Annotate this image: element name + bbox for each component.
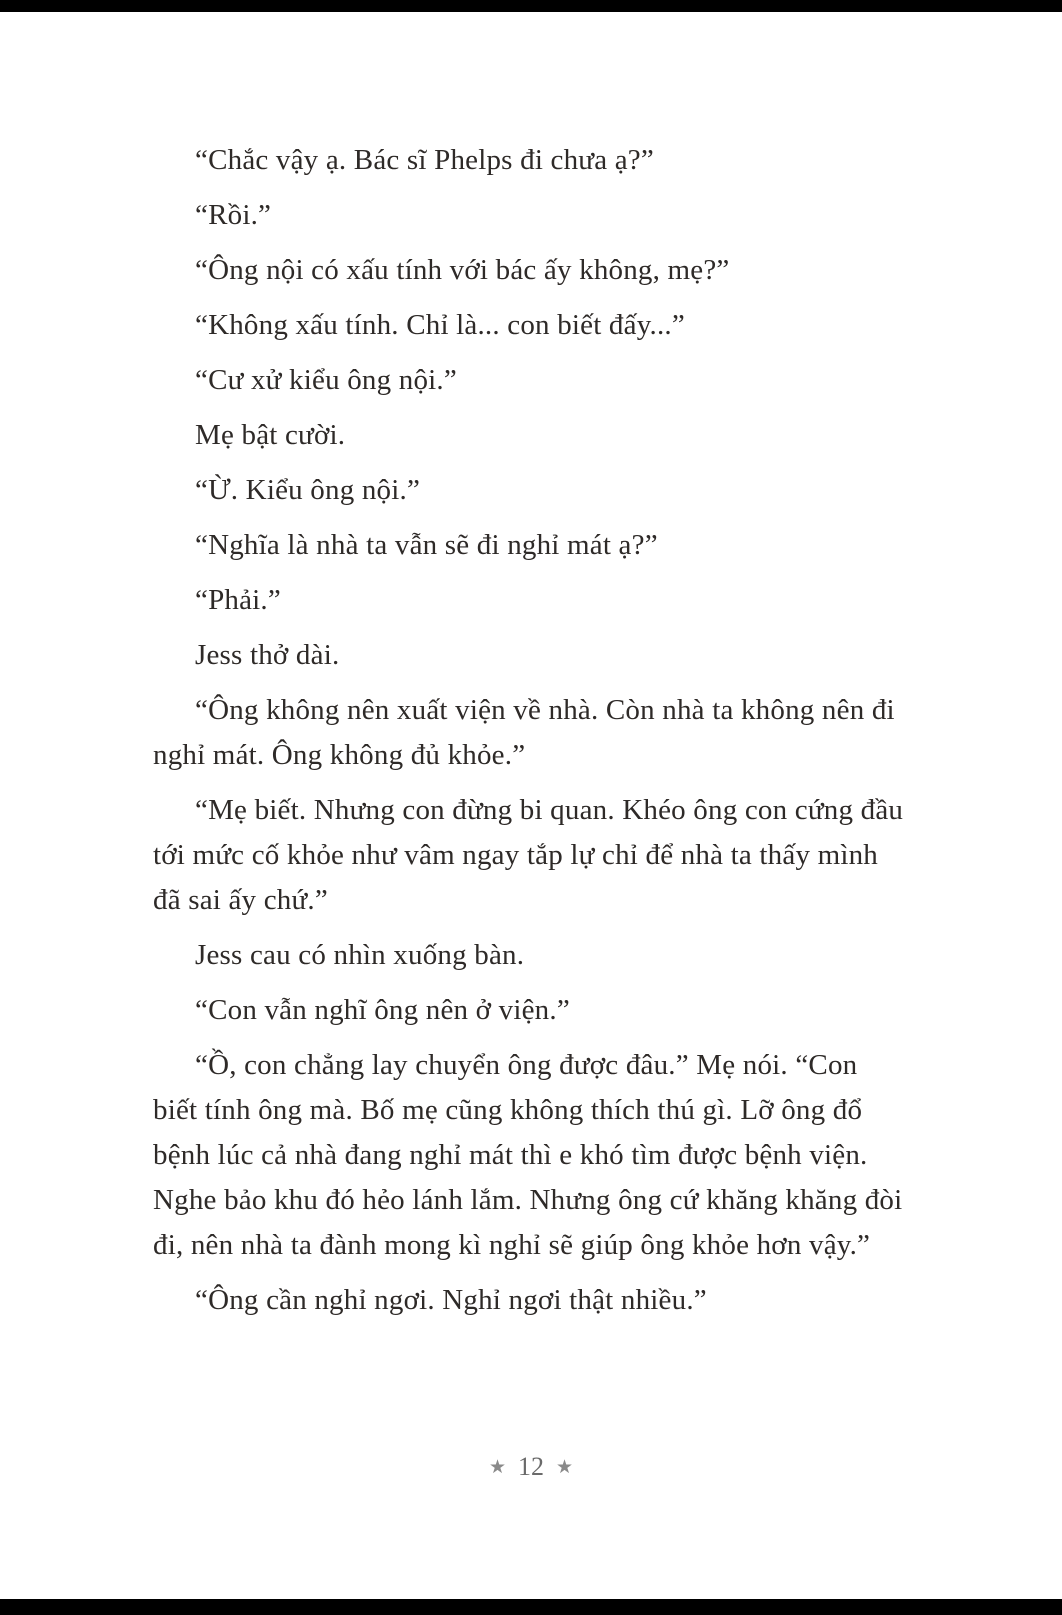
paragraph: “Ừ. Kiểu ông nội.”	[195, 474, 421, 506]
paragraph: “Ông nội có xấu tính với bác ấy không, mẹ?”	[195, 254, 730, 286]
paragraph: “Nghĩa là nhà ta vẫn sẽ đi nghỉ mát ạ?”	[195, 529, 658, 561]
paragraph: “Ồ, con chẳng lay chuyển ông được đâu.” Mẹ nói. “Con biết tính ông mà. Bố mẹ cũng không thích thú gì. Lỡ ông đổ bệnh lúc cả nhà đang nghỉ mát thì e khó tìm được bệnh viện. Nghe bảo khu đó hẻo lánh lắm. Nhưng ông cứ khăng khăng đòi đi, nên nhà ta đành mong kì nghỉ sẽ giúp ông khỏe hơn vậy.”	[153, 1049, 903, 1261]
paragraph: Mẹ bật cười.	[195, 419, 346, 451]
page-text	[153, 138, 905, 1333]
paragraph: “Con vẫn nghĩ ông nên ở viện.”	[195, 994, 570, 1026]
paragraph: “Mẹ biết. Nhưng con đừng bi quan. Khéo ông con cứng đầu tới mức cố khỏe như vâm ngay tắp lự chỉ để nhà ta thấy mình đã sai ấy chứ.”	[153, 794, 904, 916]
page-footer	[0, 1452, 1062, 1483]
paragraph: “Ông không nên xuất viện về nhà. Còn nhà ta không nên đi nghỉ mát. Ông không đủ khỏe.”	[153, 694, 895, 771]
paragraph: “Không xấu tính. Chỉ là... con biết đấy...”	[195, 309, 685, 341]
paragraph: “Ông cần nghỉ ngơi. Nghỉ ngơi thật nhiều.”	[195, 1284, 707, 1316]
scan-edge-top	[0, 0, 1062, 12]
paragraph: Jess thở dài.	[195, 639, 340, 671]
paragraph: Jess cau có nhìn xuống bàn.	[195, 939, 525, 971]
scan-edge-bottom	[0, 1599, 1062, 1615]
paragraph: “Chắc vậy ạ. Bác sĩ Phelps đi chưa ạ?”	[195, 144, 654, 176]
star-icon: ★	[488, 1457, 506, 1478]
paragraph: “Cư xử kiểu ông nội.”	[195, 364, 457, 396]
paragraph: “Rồi.”	[195, 199, 272, 231]
paragraph: “Phải.”	[195, 584, 281, 616]
page-number: 12	[518, 1452, 544, 1481]
star-icon: ★	[556, 1457, 574, 1478]
